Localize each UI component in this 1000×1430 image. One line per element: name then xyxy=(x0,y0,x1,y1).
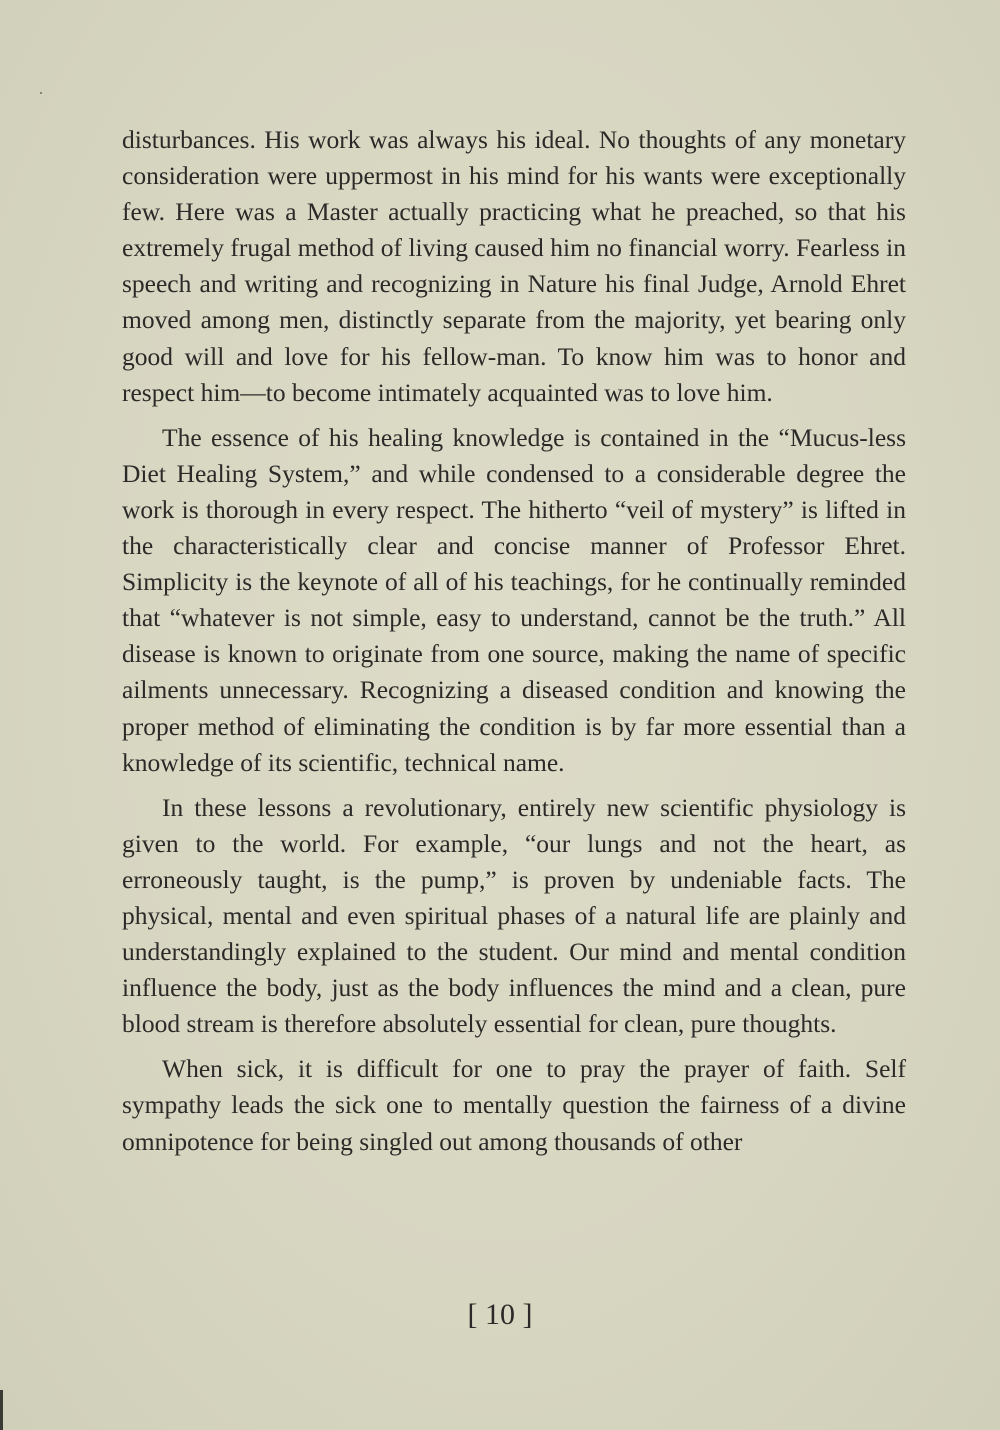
paragraph-1: disturbances. His work was always his ideal. No thoughts of any monetary consideration were uppermost in his mind for his wants were exceptionally few. Here was a Master actually practicing what he preached, so that his extremely frugal method of living caused him no financial worry. Fearless in speech and writing and recognizing in Nature his final Judge, Arnold Ehret moved among men, distinctly separate from the majority, yet bearing only good will and love for his fellow-man. To know him was to honor and respect him—to become intimately acquainted was to love him. xyxy=(122,125,906,407)
binding-edge xyxy=(0,1390,3,1430)
paragraph-3: In these lessons a revolutionary, entirely new scientific physiology is given to the world. For example, “our lungs and not the heart, as erroneously taught, is the pump,” is proven by undeniable facts. The physical, mental and even spiritual phases of a natural life are plainly and understandingly explained to the student. Our mind and mental condition influence the body, just as the body influences the mind and a clean, pure blood stream is therefore absolutely essential for clean, pure thoughts. xyxy=(122,792,906,1039)
paragraph-4: When sick, it is difficult for one to pray the prayer of faith. Self sympathy leads the sick one to mentally question the fairness of a divine omnipotence for being singled out among thousands of other xyxy=(122,1054,906,1156)
page-speck xyxy=(40,92,42,94)
page-number: [ 10 ] xyxy=(467,1298,533,1331)
body-text xyxy=(122,122,906,1169)
paragraph-2: The essence of his healing knowledge is contained in the “Mucus-less Diet Healing System,” and while condensed to a considerable degree the work is thorough in every respect. The hitherto “veil of mystery” is lifted in the characteristically clear and concise manner of Professor Ehret. Simplicity is the keynote of all of his teachings, for he continually reminded that “whatever is not simple, easy to understand, cannot be the truth.” All disease is known to originate from one source, making the name of specific ailments unnecessary. Recognizing a diseased condition and knowing the proper method of eliminating the condition is by far more essential than a knowledge of its scientific, technical name. xyxy=(122,422,906,777)
